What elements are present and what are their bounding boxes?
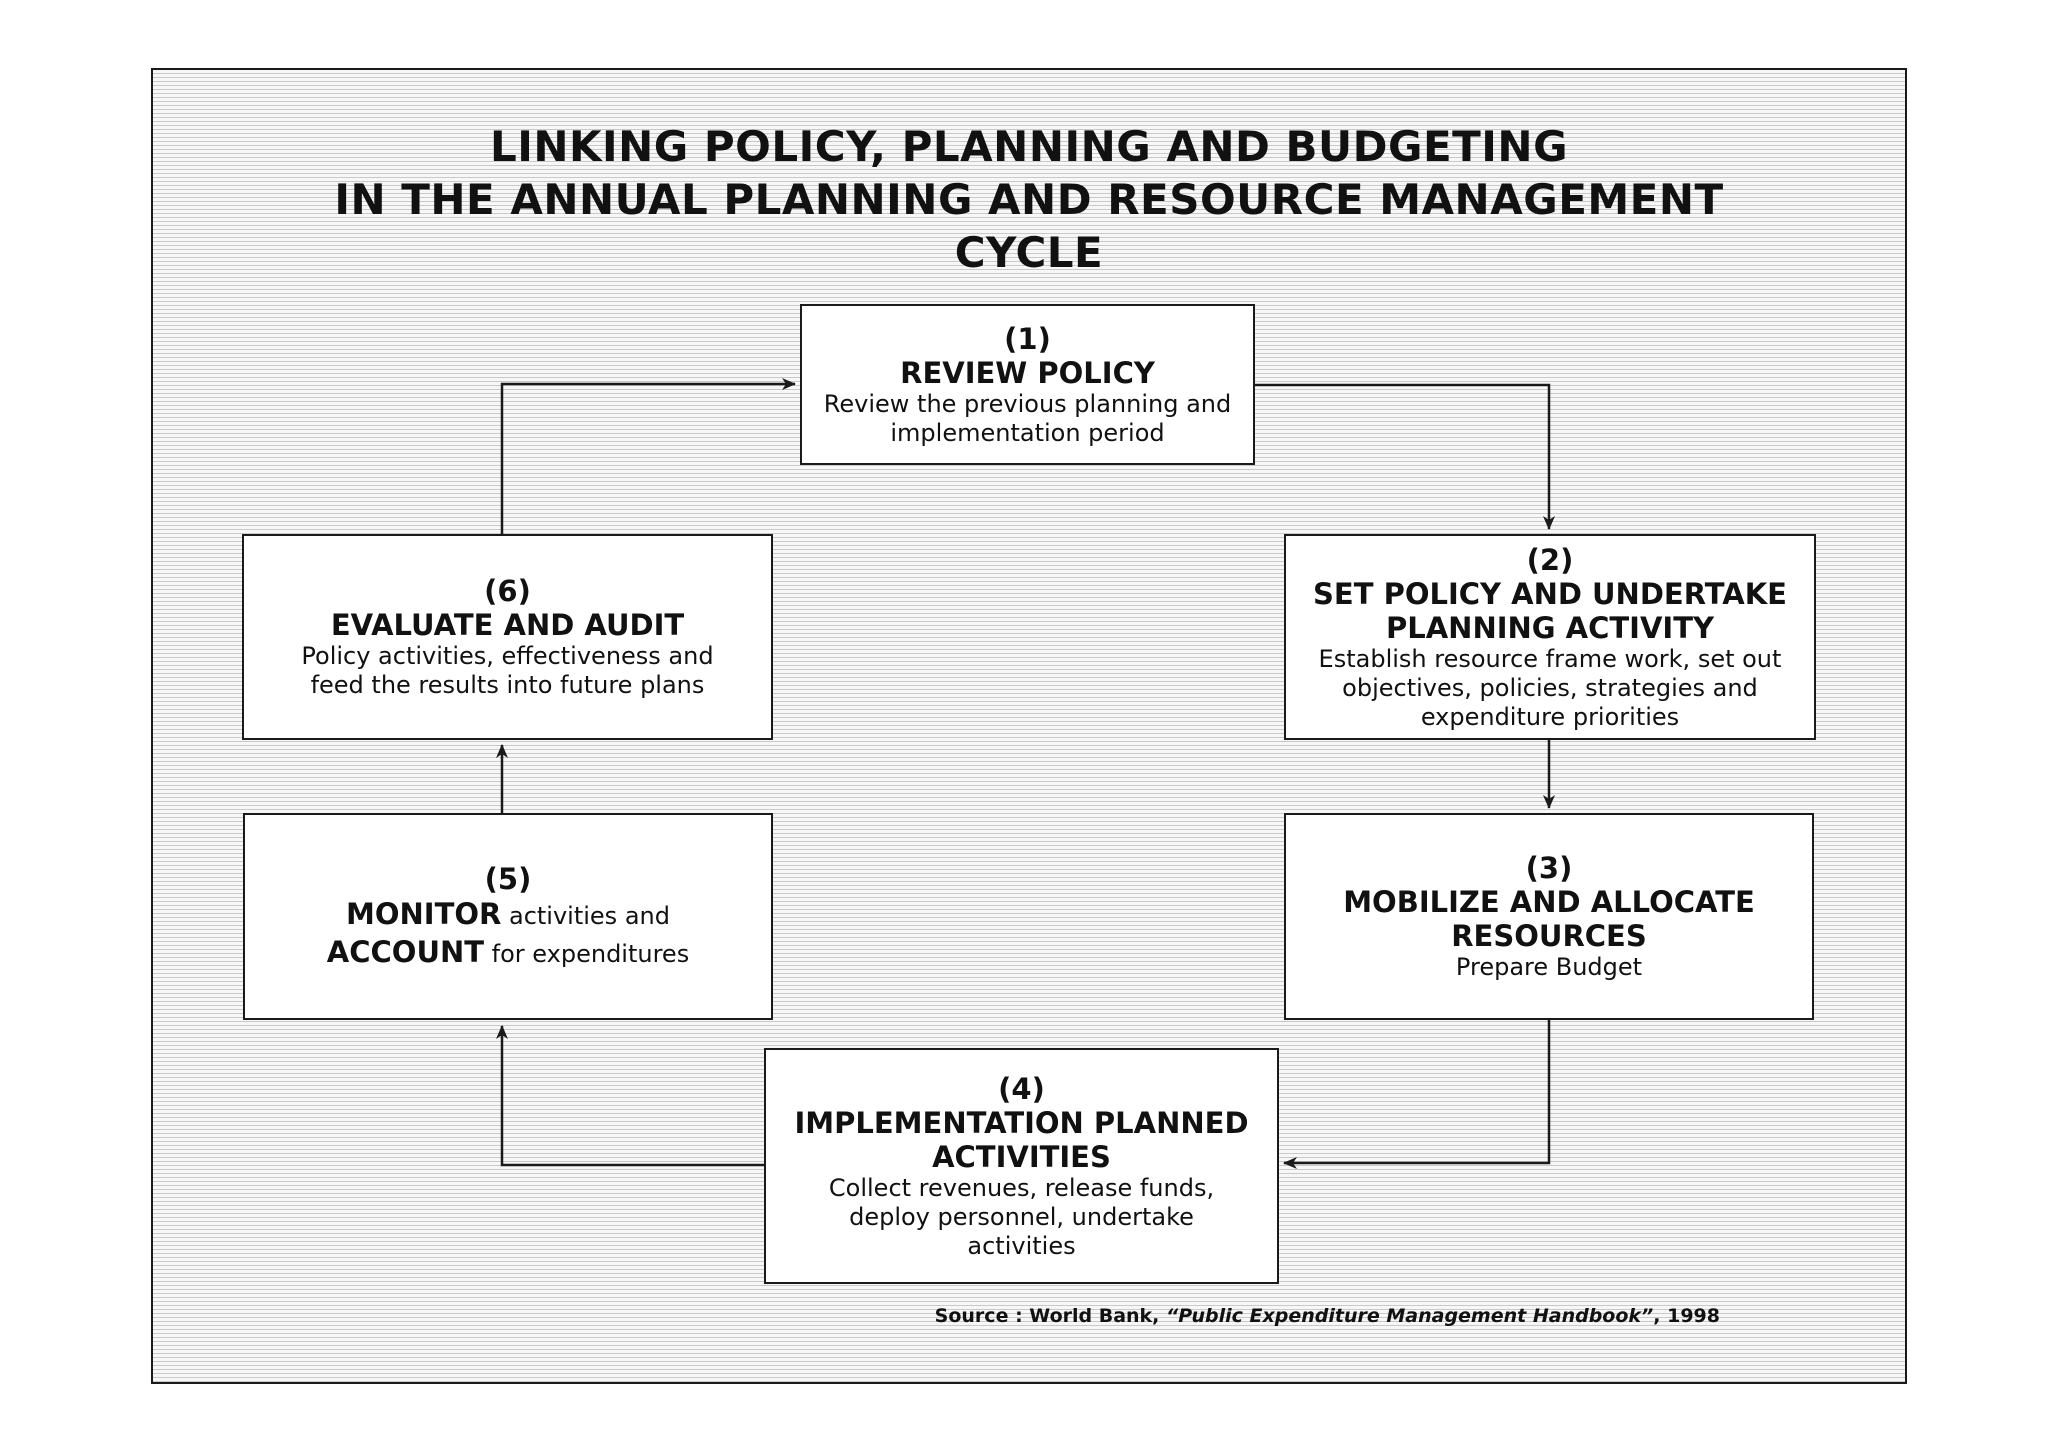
step-heading-line: EVALUATE AND AUDIT: [330, 608, 685, 642]
step-number: (5): [484, 861, 532, 896]
step-description: [301, 642, 713, 700]
source-prefix: Source : World Bank,: [934, 1305, 1167, 1327]
title-line-2: IN THE ANNUAL PLANNING AND RESOURCE MANAGEMENT: [334, 175, 1724, 224]
step-description: [829, 1174, 1214, 1261]
step-heading-line: MOBILIZE AND ALLOCATE: [1343, 885, 1755, 919]
step-monitor-text: activities and: [501, 901, 670, 930]
step-implementation: [764, 1048, 1279, 1284]
step-number: (1): [1004, 321, 1051, 356]
step-description: [824, 390, 1231, 448]
step-description-line: objectives, policies, strategies and: [1342, 673, 1758, 702]
step-heading-line: ACTIVITIES: [932, 1139, 1111, 1174]
step-number: (3): [1525, 851, 1573, 885]
step-number: (2): [1526, 542, 1574, 577]
step-account-line: [327, 934, 689, 972]
step-description-line: activities: [967, 1231, 1076, 1260]
title-line-1: LINKING POLICY, PLANNING AND BUDGETING: [489, 122, 1569, 171]
title-line-3: CYCLE: [954, 228, 1104, 277]
step-keyword-account: ACCOUNT: [326, 934, 485, 969]
source-suffix: , 1998: [1653, 1305, 1720, 1327]
step-heading-line: REVIEW POLICY: [900, 355, 1155, 390]
step-description: [1319, 645, 1782, 732]
diagram-title: [151, 120, 1907, 279]
step-number: (4): [998, 1071, 1045, 1106]
step-heading-line: PLANNING ACTIVITY: [1386, 610, 1714, 645]
step-heading: [331, 608, 684, 642]
step-review-policy: [800, 304, 1255, 465]
step-heading: [1343, 885, 1755, 953]
step-heading-line: SET POLICY AND UNDERTAKE: [1313, 576, 1787, 611]
step-description-line: Review the previous planning and: [823, 389, 1232, 418]
step-monitor-line: [346, 896, 670, 934]
step-description-line: Prepare Budget: [1455, 953, 1643, 981]
step-mobilize-resources: [1284, 813, 1814, 1020]
step-description-line: Collect revenues, release funds,: [828, 1173, 1215, 1202]
step-set-policy: [1284, 534, 1816, 740]
step-heading: [794, 1106, 1248, 1174]
step-heading-line: RESOURCES: [1451, 919, 1647, 953]
step-heading: [1313, 577, 1787, 645]
step-heading: [900, 356, 1155, 390]
step-description-line: Establish resource frame work, set out: [1318, 644, 1782, 673]
step-description: [1456, 953, 1642, 982]
step-description-line: deploy personnel, undertake: [849, 1202, 1194, 1231]
step-description-line: feed the results into future plans: [310, 671, 705, 699]
step-description-line: expenditure priorities: [1420, 702, 1680, 731]
source-title: “Public Expenditure Management Handbook”: [1166, 1305, 1654, 1327]
step-description-line: Policy activities, effectiveness and: [301, 642, 714, 670]
step-keyword-monitor: MONITOR: [346, 896, 502, 931]
step-heading-line: IMPLEMENTATION PLANNED: [794, 1105, 1249, 1140]
step-description-line: implementation period: [890, 418, 1165, 447]
source-citation: [780, 1304, 1720, 1328]
step-evaluate-audit: [242, 534, 773, 740]
step-monitor-account: [243, 813, 773, 1020]
step-number: (6): [484, 574, 531, 608]
step-account-text: for expenditures: [484, 939, 690, 968]
